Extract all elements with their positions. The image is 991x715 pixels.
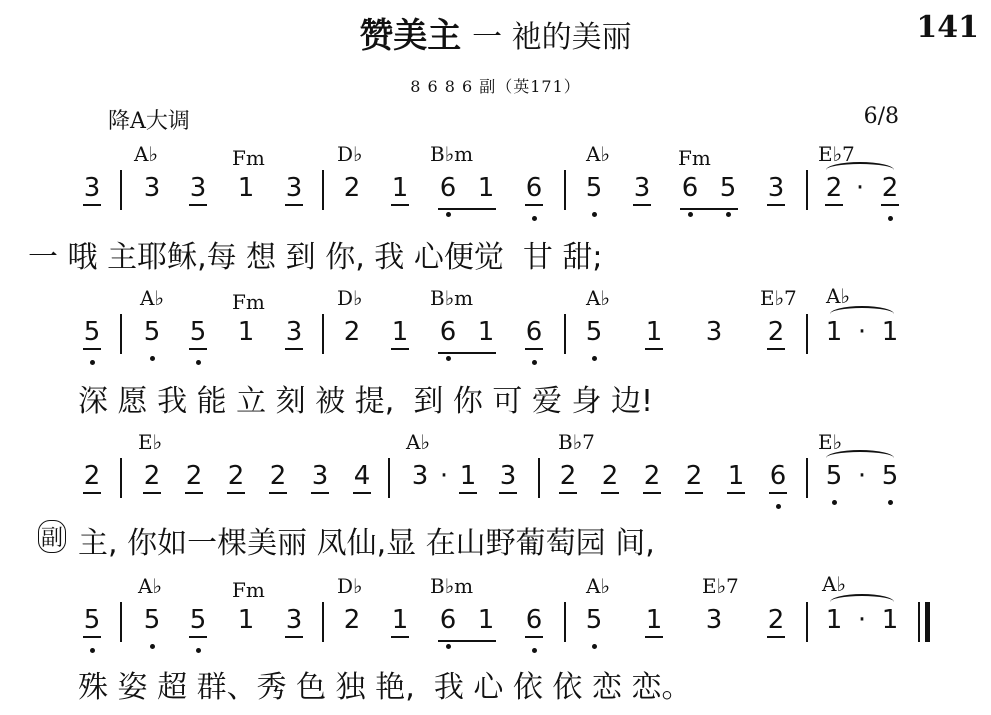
low-octave-dot bbox=[446, 212, 451, 217]
low-octave-dot bbox=[196, 360, 201, 365]
note: 1 bbox=[388, 173, 412, 203]
note: 1 bbox=[881, 605, 899, 635]
note: 2 bbox=[266, 461, 290, 491]
page-number: 141 bbox=[916, 10, 979, 45]
page-title bbox=[0, 8, 991, 57]
note: 5 bbox=[143, 605, 161, 635]
chord: E♭7 bbox=[760, 286, 797, 310]
note: 2 bbox=[140, 461, 164, 491]
note: 3 bbox=[411, 461, 429, 491]
chord: Fm bbox=[232, 146, 265, 170]
barline bbox=[806, 314, 808, 354]
note: 6 bbox=[522, 317, 546, 347]
note: 5 bbox=[585, 173, 603, 203]
note: 1 bbox=[237, 173, 255, 203]
note: 2 bbox=[556, 461, 580, 491]
barline bbox=[564, 314, 566, 354]
note: 3 bbox=[143, 173, 161, 203]
chord: A♭ bbox=[140, 286, 164, 310]
dot: · bbox=[855, 173, 865, 203]
low-octave-dot bbox=[446, 356, 451, 361]
note: 1 bbox=[825, 317, 843, 347]
low-octave-dot bbox=[90, 360, 95, 365]
note: 3 bbox=[282, 317, 306, 347]
low-octave-dot bbox=[592, 356, 597, 361]
barline bbox=[806, 458, 808, 498]
barline bbox=[120, 458, 122, 498]
chord: D♭ bbox=[337, 574, 363, 598]
low-octave-dot bbox=[196, 648, 201, 653]
note: 3 bbox=[282, 173, 306, 203]
chord: B♭m bbox=[430, 142, 474, 166]
note: 5 bbox=[143, 317, 161, 347]
chord: A♭ bbox=[586, 286, 610, 310]
chord: A♭ bbox=[406, 430, 430, 454]
dot: · bbox=[439, 461, 449, 491]
meter-line: 8 6 8 6 副（英171） bbox=[410, 77, 581, 96]
note: 6 bbox=[522, 173, 546, 203]
lyric-line: 殊 姿 超 群、秀 色 独 艳, 我 心 依 依 恋 恋。 bbox=[78, 670, 692, 705]
barline bbox=[120, 602, 122, 642]
low-octave-dot bbox=[726, 212, 731, 217]
chord: A♭ bbox=[134, 142, 158, 166]
barline bbox=[120, 170, 122, 210]
barline bbox=[564, 602, 566, 642]
title-sub: 一 祂的美丽 bbox=[472, 20, 632, 55]
key-signature: 降A大调 bbox=[108, 109, 190, 134]
note: 3 bbox=[308, 461, 332, 491]
note: 2 bbox=[682, 461, 706, 491]
note: 2 bbox=[182, 461, 206, 491]
low-octave-dot bbox=[592, 644, 597, 649]
note: 5 bbox=[585, 605, 603, 635]
low-octave-dot bbox=[532, 648, 537, 653]
barline bbox=[322, 602, 324, 642]
lyric-line: 一 哦 主耶稣,每 想 到 你, 我 心便觉 甘 甜; bbox=[28, 240, 603, 275]
note: 2 bbox=[80, 461, 104, 491]
time-signature: 6/8 bbox=[863, 104, 899, 129]
chord: B♭m bbox=[430, 574, 474, 598]
note: 3 bbox=[764, 173, 788, 203]
chord: Fm bbox=[232, 290, 265, 314]
note: 5 bbox=[825, 461, 843, 491]
low-octave-dot bbox=[446, 644, 451, 649]
note: 5 bbox=[585, 317, 603, 347]
note: 5 bbox=[186, 317, 210, 347]
note: 1 bbox=[642, 605, 666, 635]
note: 2 bbox=[640, 461, 664, 491]
final-barline-thick bbox=[925, 602, 930, 642]
note: 1 bbox=[477, 317, 495, 347]
note: 2 bbox=[598, 461, 622, 491]
low-octave-dot bbox=[150, 644, 155, 649]
chord: A♭ bbox=[586, 574, 610, 598]
note: 6 bbox=[681, 173, 699, 203]
chord: A♭ bbox=[822, 572, 846, 596]
low-octave-dot bbox=[150, 356, 155, 361]
note: 2 bbox=[764, 605, 788, 635]
system-3 bbox=[0, 428, 991, 561]
note: 3 bbox=[186, 173, 210, 203]
dot: · bbox=[857, 317, 867, 347]
note: 3 bbox=[705, 317, 723, 347]
chord: Fm bbox=[232, 578, 265, 602]
note: 1 bbox=[881, 317, 899, 347]
system-1 bbox=[0, 140, 991, 275]
note: 1 bbox=[237, 317, 255, 347]
chord: Fm bbox=[678, 146, 711, 170]
chord: A♭ bbox=[586, 142, 610, 166]
note: 5 bbox=[80, 317, 104, 347]
note: 4 bbox=[350, 461, 374, 491]
refrain-marker: 副 bbox=[38, 520, 66, 553]
note: 6 bbox=[522, 605, 546, 635]
note: 1 bbox=[388, 317, 412, 347]
barline bbox=[388, 458, 390, 498]
low-octave-dot bbox=[90, 648, 95, 653]
note: 2 bbox=[822, 173, 846, 203]
beam bbox=[438, 208, 496, 210]
note: 6 bbox=[439, 317, 457, 347]
lyric-line: 主, 你如一棵美丽 凤仙,显 在山野葡萄园 间, bbox=[78, 526, 655, 561]
note: 2 bbox=[343, 317, 361, 347]
note: 6 bbox=[439, 605, 457, 635]
barline bbox=[538, 458, 540, 498]
chord: D♭ bbox=[337, 286, 363, 310]
final-barline-thin bbox=[918, 602, 920, 642]
barline bbox=[120, 314, 122, 354]
chord: E♭ bbox=[138, 430, 163, 454]
dot: · bbox=[857, 605, 867, 635]
note: 5 bbox=[719, 173, 737, 203]
beam bbox=[680, 208, 738, 210]
barline bbox=[322, 170, 324, 210]
note: 2 bbox=[343, 173, 361, 203]
chord: A♭ bbox=[138, 574, 162, 598]
note: 6 bbox=[439, 173, 457, 203]
barline bbox=[564, 170, 566, 210]
chord: B♭m bbox=[430, 286, 474, 310]
note: 1 bbox=[477, 605, 495, 635]
chord: E♭7 bbox=[818, 142, 855, 166]
low-octave-dot bbox=[532, 216, 537, 221]
note: 1 bbox=[825, 605, 843, 635]
chord: E♭ bbox=[818, 430, 843, 454]
dot: · bbox=[857, 461, 867, 491]
chord: A♭ bbox=[826, 284, 850, 308]
lyric-line: 深 愿 我 能 立 刻 被 提, 到 你 可 爱 身 边! bbox=[78, 384, 654, 419]
low-octave-dot bbox=[776, 504, 781, 509]
note: 3 bbox=[80, 173, 104, 203]
low-octave-dot bbox=[532, 360, 537, 365]
note: 3 bbox=[282, 605, 306, 635]
system-4 bbox=[0, 572, 991, 705]
system-2 bbox=[0, 284, 991, 419]
low-octave-dot bbox=[832, 500, 837, 505]
note: 2 bbox=[343, 605, 361, 635]
note: 1 bbox=[388, 605, 412, 635]
note: 2 bbox=[878, 173, 902, 203]
note: 1 bbox=[237, 605, 255, 635]
note: 1 bbox=[724, 461, 748, 491]
low-octave-dot bbox=[592, 212, 597, 217]
chord: D♭ bbox=[337, 142, 363, 166]
note: 1 bbox=[642, 317, 666, 347]
low-octave-dot bbox=[888, 216, 893, 221]
note: 3 bbox=[705, 605, 723, 635]
note: 5 bbox=[881, 461, 899, 491]
barline bbox=[806, 170, 808, 210]
beam bbox=[438, 640, 496, 642]
low-octave-dot bbox=[688, 212, 693, 217]
note: 6 bbox=[766, 461, 790, 491]
low-octave-dot bbox=[888, 500, 893, 505]
note: 3 bbox=[630, 173, 654, 203]
barline bbox=[806, 602, 808, 642]
note: 2 bbox=[224, 461, 248, 491]
note: 1 bbox=[456, 461, 480, 491]
note: 1 bbox=[477, 173, 495, 203]
note: 5 bbox=[186, 605, 210, 635]
note: 5 bbox=[80, 605, 104, 635]
note: 3 bbox=[496, 461, 520, 491]
barline bbox=[322, 314, 324, 354]
title-main: 赞美主 bbox=[359, 16, 462, 56]
chord: B♭7 bbox=[558, 430, 595, 454]
beam bbox=[438, 352, 496, 354]
note: 2 bbox=[764, 317, 788, 347]
chord: E♭7 bbox=[702, 574, 739, 598]
